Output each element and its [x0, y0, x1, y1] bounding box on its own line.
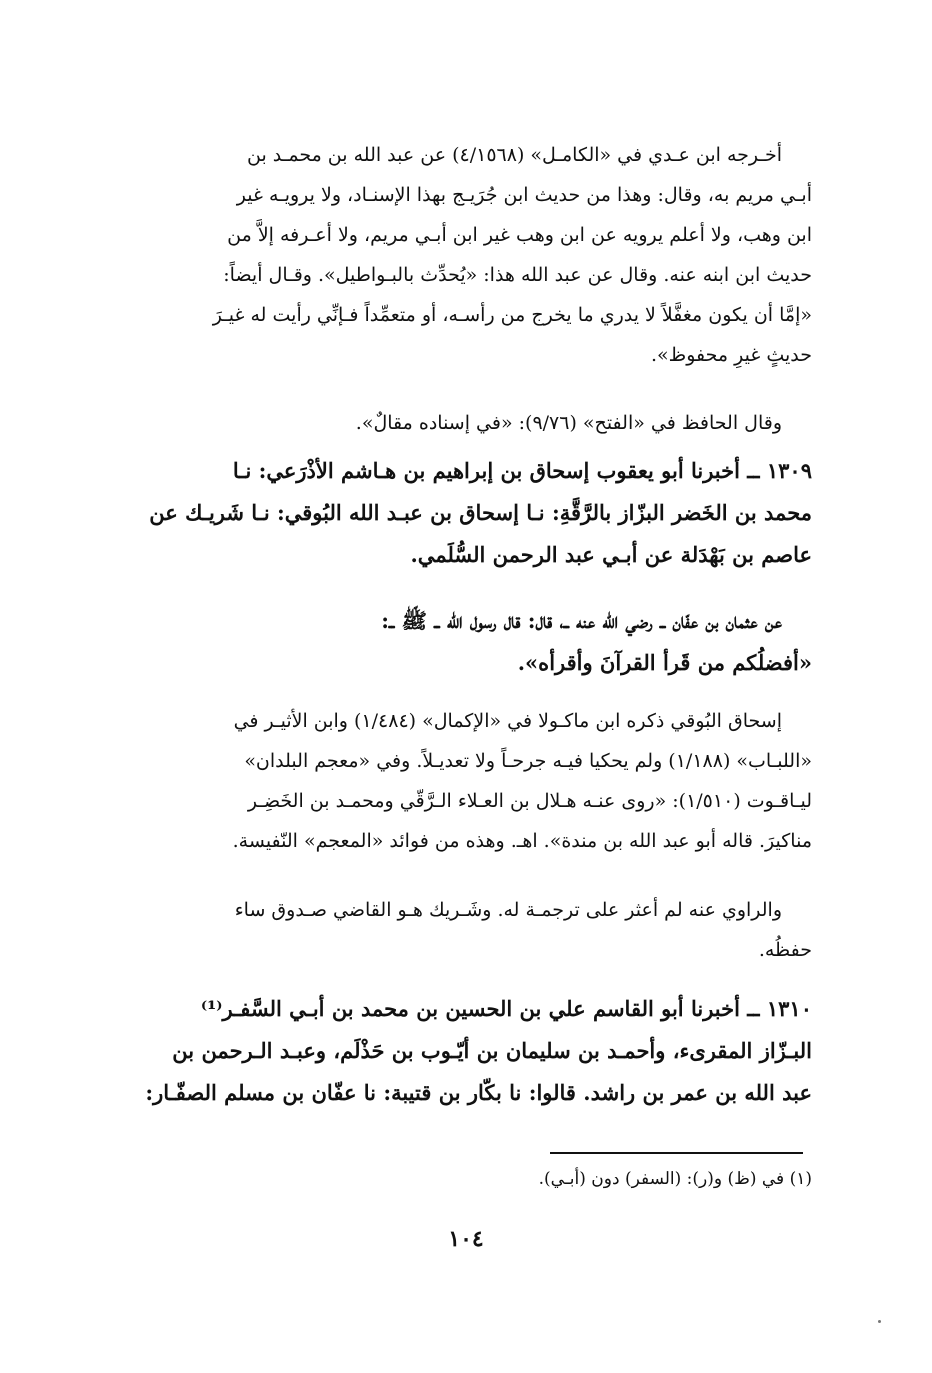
text-line: إسحاق البُوقي ذكره ابن ماكـولا في «الإكمال» (١/٤٨٤) وابن الأثيـر في	[233, 710, 782, 732]
text-line: عن عثمان بن عفّان ــ رضي الله عنه ــ، قال: قال رسول الله ــ ﷺ ــ:	[381, 608, 782, 633]
text-line: والراوي عنه لم أعثر على ترجمـة له. وشَـريك هـو القاضي صـدوق ساء	[234, 899, 782, 921]
text-line: حديث ابن ابنه عنه. وقال عن عبد الله هذا: «يُحدِّث بالبـواطيل». وقـال أيضاً:	[223, 264, 812, 286]
text-line: حفظُه.	[758, 939, 812, 961]
text-line: ليـاقـوت (١/٥١٠): «روى عنـه هـلال بن العـلاء الـرَّقّي ومحمـد بن الخَضِـر	[247, 790, 812, 812]
hadith-1310-isnad	[112, 988, 812, 1114]
text-line: عاصم بن بَهْدَلة عن أبـي عبد الرحمن السُّلَمي.	[410, 542, 812, 567]
scan-speck	[878, 1320, 881, 1323]
paragraph-rawi	[112, 890, 812, 970]
paragraph-takhrij	[112, 135, 812, 375]
text-line: ١٣١٠ ــ أخبرنا أبو القاسم علي بن الحسين بن محمد بن أبـي السَّفـر⁽¹⁾	[200, 996, 812, 1021]
text-line: ١٣٠٩ ــ أخبرنا أبو يعقوب إسحاق بن إبراهيم بن هـاشم الأذْرَعي: نـا	[232, 458, 812, 483]
text-line: ابن وهب، ولا أعلم يرويه عن ابن وهب غير ابن أبـي مريم، ولا أعـرفه إلاَّ من	[227, 224, 812, 246]
text-line: أخـرجه ابن عـدي في «الكامـل» (٤/١٥٦٨) عن عبد الله بن محمـد بن	[247, 144, 782, 166]
text-line: «إمَّا أن يكون مغفَّلاً لا يدري ما يخرج من رأسـه، أو متعمِّداً فـإنِّي رأيت له غيـرَ	[212, 304, 812, 326]
text-line: وقال الحافظ في «الفتح» (٩/٧٦): «في إسناده مقالٌ».	[355, 412, 782, 434]
text-line: البـزّاز المقرىء، وأحمـد بن سليمان بن أيّـوب بن حَذْلَم، وعبـد الـرحمن بن	[172, 1038, 812, 1063]
hadith-1309-matn	[112, 600, 812, 684]
text-line: محمد بن الخَضر البزّاز بالرَّقَّةِ: نـا إسحاق بن عبـد الله البُوقي: نـا شَريـك عن	[149, 500, 812, 525]
text-line: مناكيرَ. قاله أبو عبد الله بن مندة». اهـ. وهذه من فوائد «المعجم» النّفيسة.	[232, 830, 812, 852]
text-line: أبـي مريم به، وقال: وهذا من حديث ابن جُرَيـج بهذا الإسنـاد، ولا يرويـه غير	[236, 184, 812, 206]
text-line: عبد الله بن عمر بن راشد. قالوا: نا بكّار بن قتيبة: نا عفّان بن مسلم الصفّـار:	[145, 1080, 812, 1105]
page-number: ١٠٤	[448, 1226, 484, 1252]
paragraph-buqi	[112, 701, 812, 861]
footnote	[112, 1162, 812, 1196]
text-line: «اللبـاب» (١/١٨٨) ولم يحكيا فيـه جرحـاً ولا تعديـلاً. وفي «معجم البلدان»	[244, 750, 812, 772]
text-line: حديثٍ غيرِ محفوظ».	[651, 344, 812, 366]
footnote-divider	[550, 1152, 803, 1154]
footnote-text: (١) في (ظ) و(ر): (السفر) دون (أبـي).	[538, 1169, 812, 1189]
text-line: «أفضلُكم من قَرأ القرآنَ وأقرأه».	[517, 650, 812, 675]
hadith-1309-isnad	[112, 450, 812, 576]
paragraph-fath	[112, 403, 812, 443]
